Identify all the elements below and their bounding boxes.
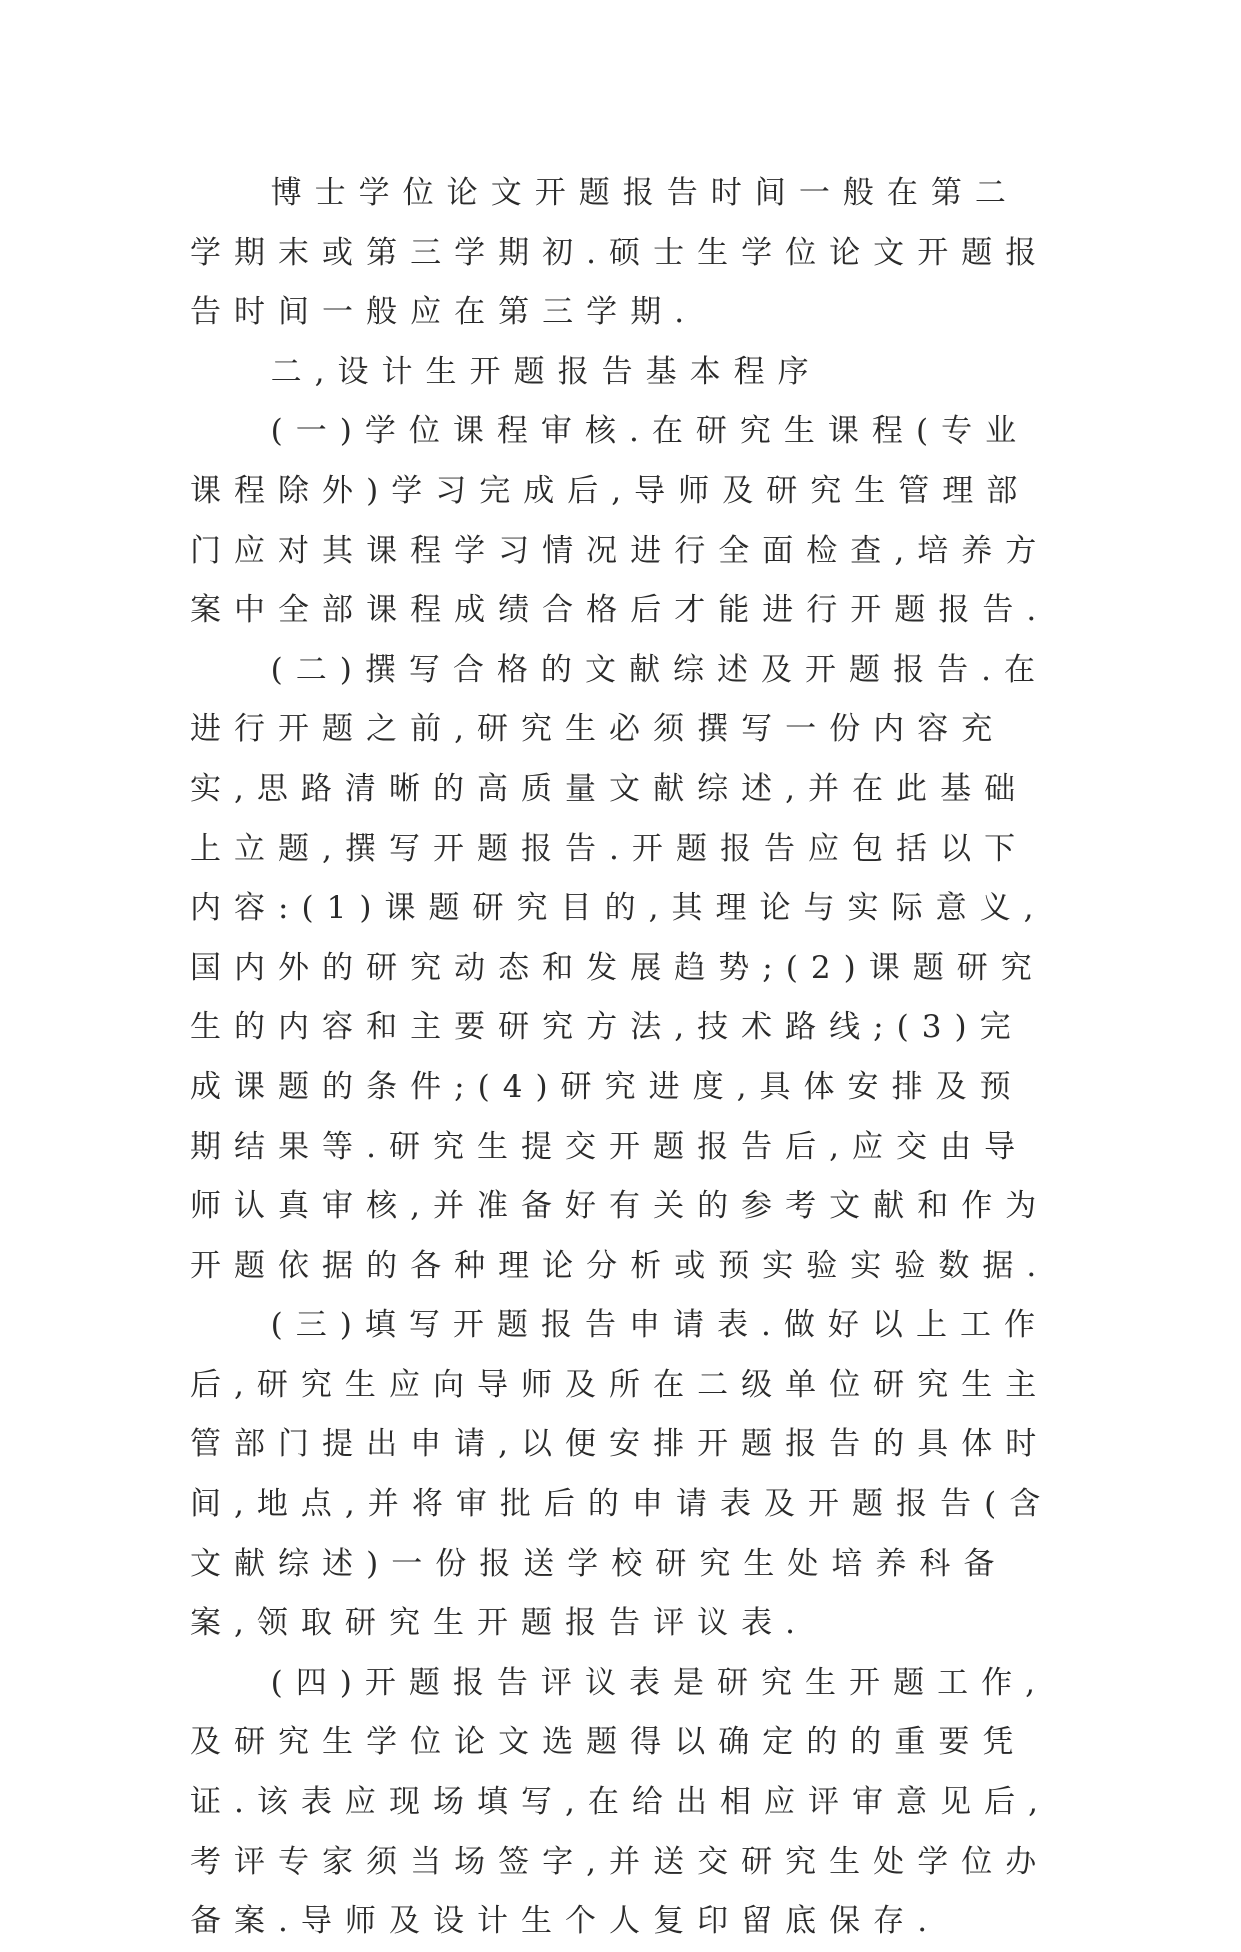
paragraph-application-form: (三)填写开题报告申请表.做好以上工作后,研究生应向导师及所在二级单位研究生主管部门提出申请,以便安排开题报告的具体时间,地点,并将审批后的申请表及开题报告(含文献综述)一份报送学校研究生处培养科备案,领取研究生开题报告评议表. <box>190 1307 1054 1642</box>
paragraph-evaluation-form: (四)开题报告评议表是研究生开题工作,及研究生学位论文选题得以确定的的重要凭证.该表应现场填写,在给出相应评审意见后,考评专家须当场签字,并送交研究生处学位办备案.导师及设计生个人复印留底保存. <box>190 1664 1051 1940</box>
paragraph-course-review: (一)学位课程审核.在研究生课程(专业课程除外)学习完成后,导师及研究生管理部门应对其课程学习情况进行全面检查,培养方案中全部课程成绩合格后才能进行开题报告. <box>190 413 1050 629</box>
paragraph-defense-timing: 博士学位论文开题报告时间一般在第二学期末或第三学期初.硕士生学位论文开题报告时间一般应在第三学期. <box>190 175 1050 331</box>
document-body <box>190 164 1060 1952</box>
section-heading-procedure: 二,设计生开题报告基本程序 <box>270 353 822 390</box>
paragraph-literature-review: (二)撰写合格的文献综述及开题报告.在进行开题之前,研究生必须撰写一份内容充实,思路清晰的高质量文献综述,并在此基础上立题,撰写开题报告.开题报告应包括以下内容:(1)课题研究目的,其理论与实际意义,国内外的研究动态和发展趋势;(2)课题研究生的内容和主要研究方法,技术路线;(3)完成课题的条件;(4)研究进度,具体安排及预期结果等.研究生提交开题报告后,应交由导师认真审核,并准备好有关的参考文献和作为开题依据的各种理论分析或预实验实验数据. <box>190 651 1050 1284</box>
